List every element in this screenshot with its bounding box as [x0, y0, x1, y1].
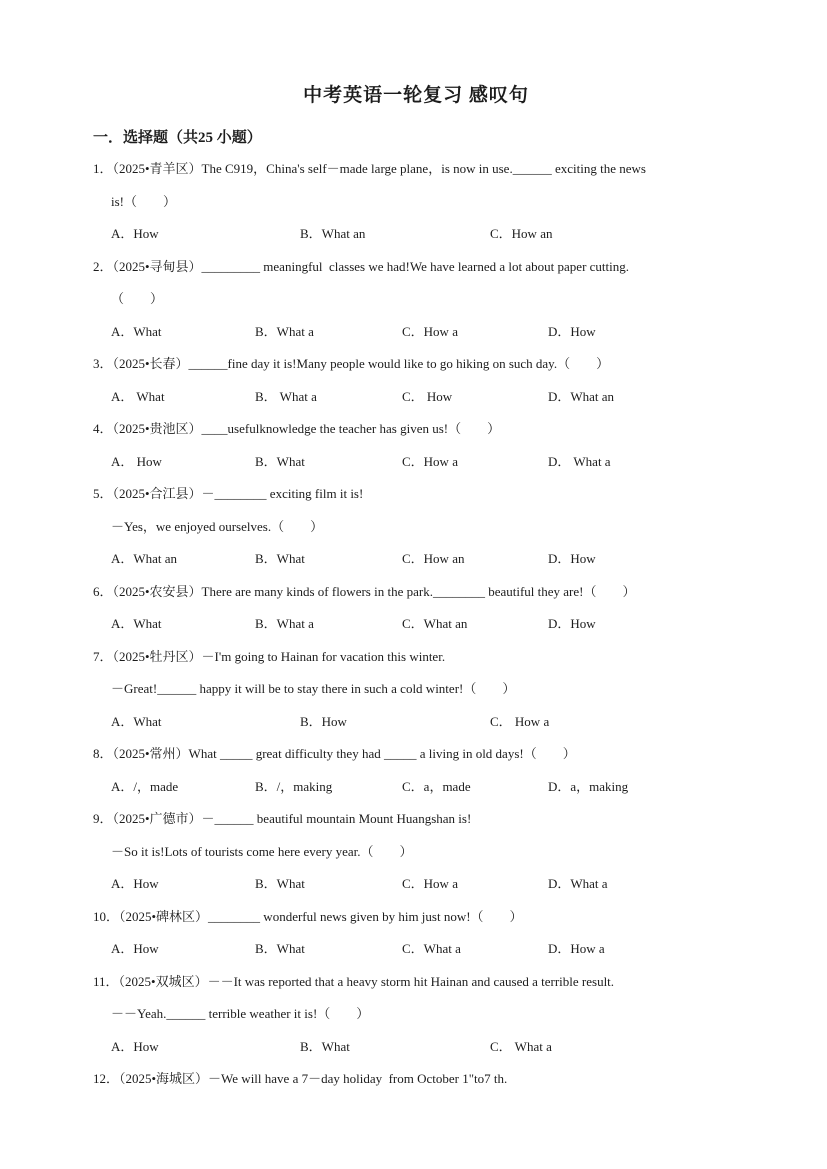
- question-5-option-c: C．How an: [402, 551, 465, 566]
- question-3-options: [93, 381, 739, 414]
- question-2-option-c: C．How a: [402, 323, 458, 339]
- question-3: [93, 348, 739, 413]
- question-2-line-1: 2．（2025•寻甸县）_________ meaningful classes we had!We have learned a lot about paper cutting.: [93, 258, 630, 274]
- question-1: [93, 153, 739, 251]
- question-1-option-c: C．How an: [490, 226, 553, 241]
- question-4-option-c: C．How a: [402, 453, 458, 469]
- question-8-option-c: C．a，made: [402, 778, 471, 794]
- question-8-options: [93, 771, 739, 804]
- question-11-option-b: B．What: [300, 1038, 350, 1054]
- question-7-line-1: 7．（2025•牡丹区）－I'm going to Hainan for vacation this winter.: [93, 648, 446, 664]
- question-8-line-1: 8．（2025•常州）What _____ great difficulty they had _____ a living in old days!（ ）: [93, 746, 576, 761]
- question-8-option-b: B．/，making: [255, 778, 333, 794]
- question-9-option-a: A．How: [111, 876, 159, 891]
- question-10-option-c: C．What a: [402, 941, 461, 956]
- question-10: [93, 901, 739, 966]
- question-3-option-c: C． How: [402, 388, 453, 404]
- question-7-option-a: A．What: [111, 713, 162, 729]
- question-6-option-a: A．What: [111, 616, 162, 631]
- question-9-line-2: －So it is!Lots of tourists come here every year.（ ）: [111, 843, 413, 859]
- question-4-options: [93, 446, 739, 479]
- question-7-option-b: B．How: [300, 713, 347, 729]
- question-11: [93, 966, 739, 1064]
- question-3-option-b: B． What a: [255, 388, 317, 404]
- question-10-option-d: D．How a: [548, 941, 605, 956]
- question-6-option-b: B．What a: [255, 616, 314, 631]
- question-6-option-c: C．What an: [402, 616, 468, 631]
- question-11-line-2: －－Yeah.______ terrible weather it is!（ ）: [111, 1006, 370, 1021]
- question-5: [93, 478, 739, 576]
- question-9-option-b: B．What: [255, 876, 305, 891]
- question-7-option-c: C． How a: [490, 713, 550, 729]
- question-10-options: [93, 933, 739, 966]
- question-10-option-a: A．How: [111, 941, 159, 956]
- question-7: [93, 641, 739, 739]
- section-heading: 一．选择题（共25 小题）: [93, 130, 262, 146]
- question-10-option-b: B．What: [255, 941, 305, 956]
- question-2: [93, 251, 739, 349]
- question-2-line-2: （ ）: [111, 291, 164, 306]
- question-5-line-2: －Yes，we enjoyed ourselves.（ ）: [111, 518, 324, 534]
- question-4-option-a: A． How: [111, 453, 162, 469]
- question-4-option-b: B．What: [255, 453, 305, 469]
- question-2-option-b: B．What a: [255, 323, 314, 339]
- question-4: [93, 413, 739, 478]
- question-6: [93, 576, 739, 641]
- question-5-options: [93, 543, 739, 576]
- question-6-option-d: D．How: [548, 616, 596, 631]
- question-4-line-1: 4．（2025•贵池区）____usefulknowledge the teacher has given us!（ ）: [93, 421, 501, 436]
- question-2-options: [93, 316, 739, 349]
- question-10-line-1: 10．（2025•碑林区）________ wonderful news given by him just now!（ ）: [93, 908, 523, 924]
- question-3-option-a: A． What: [111, 388, 165, 404]
- question-7-options: [93, 706, 739, 739]
- question-5-option-a: A．What an: [111, 551, 178, 566]
- question-12-line-1: 12．（2025•海城区）－We will have a 7－day holiday from October 1"to7 th.: [93, 1071, 508, 1086]
- question-9-options: [93, 868, 739, 901]
- question-11-option-c: C． What a: [490, 1038, 552, 1054]
- question-11-options: [93, 1031, 739, 1064]
- question-5-option-d: D．How: [548, 551, 596, 566]
- question-8-option-a: A．/，made: [111, 778, 179, 794]
- question-1-line-2: is!（ ）: [111, 193, 177, 209]
- question-5-line-1: 5．（2025•合江县）－________ exciting film it is!: [93, 486, 364, 501]
- question-9-line-1: 9．（2025•广德市）－______ beautiful mountain Mount Huangshan is!: [93, 811, 472, 826]
- page-title: 中考英语一轮复习 感叹句: [303, 85, 529, 106]
- question-6-options: [93, 608, 739, 641]
- question-7-line-2: －Great!______ happy it will be to stay there in such a cold winter!（ ）: [111, 681, 516, 696]
- question-1-option-a: A．How: [111, 226, 159, 241]
- question-4-option-d: D． What a: [548, 453, 611, 469]
- question-9-option-d: D．What a: [548, 876, 608, 891]
- question-2-option-d: D．How: [548, 323, 596, 339]
- question-1-option-b: B．What an: [300, 226, 366, 241]
- question-6-line-1: 6．（2025•农安县）There are many kinds of flowers in the park.________ beautiful they are!（ ）: [93, 583, 636, 599]
- question-9-option-c: C．How a: [402, 876, 458, 891]
- question-8-option-d: D．a，making: [548, 778, 629, 794]
- question-2-option-a: A．What: [111, 323, 162, 339]
- question-11-option-a: A．How: [111, 1038, 159, 1054]
- question-1-line-1: 1．（2025•青羊区）The C919，China's self－made large plane，is now in use.______ exciting the news: [93, 161, 646, 176]
- question-5-option-b: B．What: [255, 551, 305, 566]
- question-8: [93, 738, 739, 803]
- question-1-options: [93, 218, 739, 251]
- question-12: [93, 1063, 739, 1096]
- question-3-line-1: 3．（2025•长春）______fine day it is!Many people would like to go hiking on such day.（ ）: [93, 356, 610, 371]
- question-9: [93, 803, 739, 901]
- question-3-option-d: D．What an: [548, 388, 615, 404]
- question-11-line-1: 11．（2025•双城区）－－It was reported that a heavy storm hit Hainan and caused a terrible result.: [93, 973, 615, 989]
